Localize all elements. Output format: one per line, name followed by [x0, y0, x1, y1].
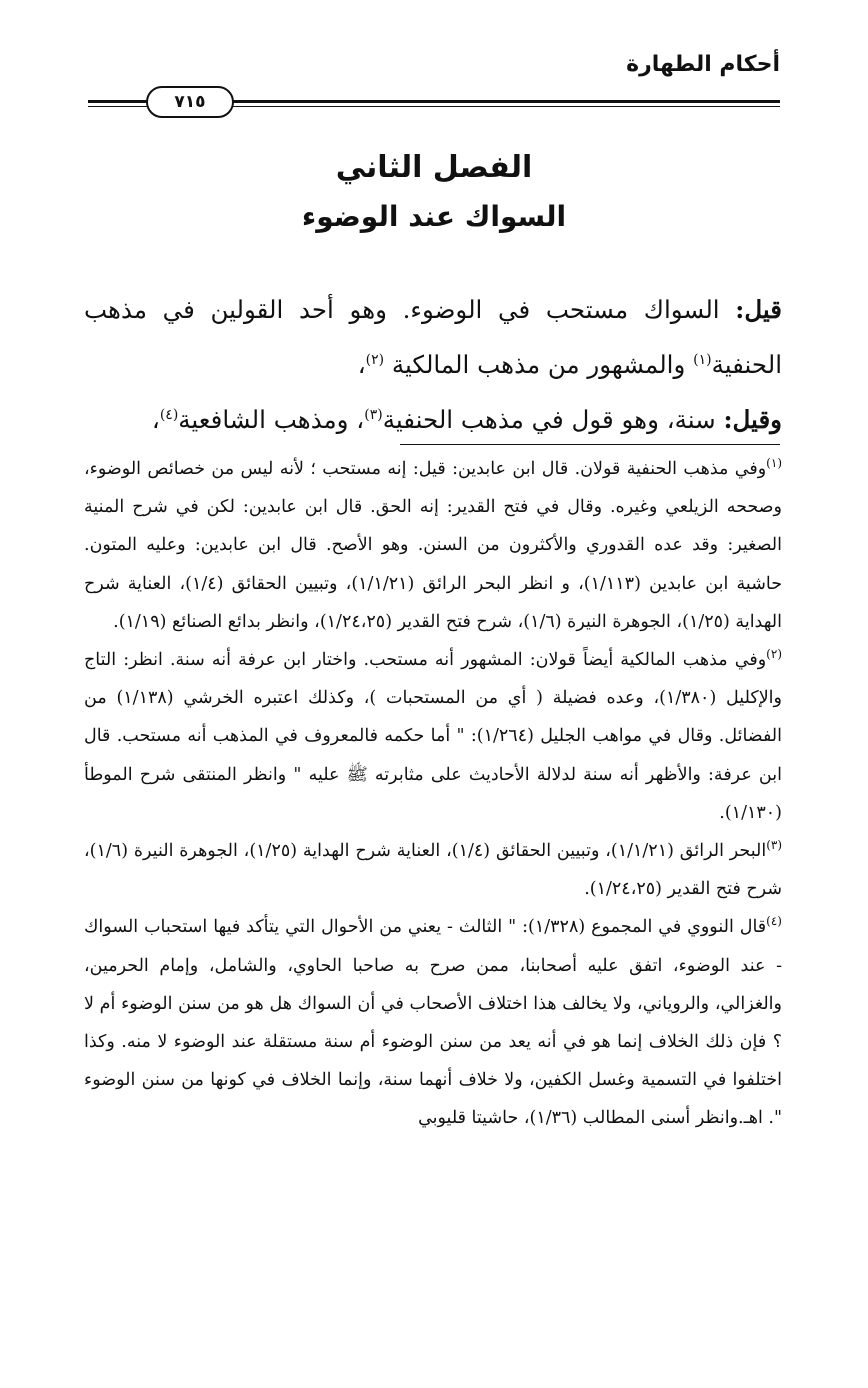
footnotes — [84, 450, 782, 1138]
body-paragraph — [84, 392, 782, 447]
paragraph-lead: قيل: — [735, 295, 782, 324]
footnote — [84, 450, 782, 641]
footnote — [84, 908, 782, 1137]
paragraph-text: ، — [357, 350, 366, 379]
body-paragraph — [84, 282, 782, 392]
footnote-text: قال النووي في المجموع (١/٣٢٨): " الثالث - يعني من الأحوال التي يتأكد فيها استحباب السواك - عند الوضوء، اتفق عليه أصحابنا، ممن صرح به صاحبا الحاوي، والشامل، وإمام الحرمين، والغزالي، والروياني، ولا يخالف هذا اختلاف الأصحاب في أن السواك هل هو من سنن الوضوء أم لا ؟ فإن ذلك الخلاف إنما هو في أنه يعد من سنن الوضوء أم سنة مستقلة عند الوضوء لا منه. وكذا اختلفوا في التسمية وغسل الكفين، ولا خلاف أنهما سنة، وإنما الخلاف في كونها من سنن الوضوء ". اهـ.وانظر أسنى المطالب (١/٣٦)، حاشيتا قليوبي — [84, 917, 782, 1129]
paragraph-text: السواك مستحب في الوضوء. وهو أحد القولين في مذهب الحنفية — [84, 295, 782, 379]
footnote-text: وفي مذهب المالكية أيضاً قولان: المشهور أنه مستحب. واختار ابن عرفة أنه سنة. انظر: التاج والإكليل (١/٣٨٠)، وعده فضيلة ( أي من المستحبات )، وكذلك اعتبره الخرشي (١/١٣٨) من الفضائل. وقال في مواهب الجليل (١/٢٦٤): " أما حكمه فالمعروف في المذهب أنه مستحب. قال ابن عرفة: والأظهر أنه سنة لدلالة الأحاديث على مثابرته ﷺ عليه " وانظر المنتقى شرح الموطأ (١/١٣٠). — [84, 650, 782, 823]
paragraph-text: سنة، وهو قول في مذهب الحنفية — [382, 405, 724, 434]
footnote-ref: (٤) — [159, 406, 179, 423]
chapter-title: الفصل الثاني — [335, 150, 533, 185]
footnote-number: (٤) — [766, 914, 782, 929]
footnote-text: البحر الرائق (١/١/٢١)، وتبيين الحقائق (١/٤)، العناية شرح الهداية (١/٢٥)، الجوهرة النيرة (١/٦)، شرح فتح القدير (١/٢٤،٢٥). — [84, 841, 782, 900]
running-title: أحكام الطهارة — [626, 52, 780, 77]
paragraph-text: ، ومذهب الشافعية — [178, 405, 365, 434]
section-title: السواك عند الوضوء — [301, 200, 567, 233]
footnote-number: (١) — [766, 456, 782, 471]
footnote-text: وفي مذهب الحنفية قولان. قال ابن عابدين: قيل: إنه مستحب ؛ لأنه ليس من خصائص الوضوء، وصححه الزيلعي وغيره. وقال في فتح القدير: إنه الحق. قال ابن عابدين: لكن في شرح المنية الصغير: وقد عده القدوري والأكثرون من السنن. وهو الأصح. قال ابن عابدين: وعليه المتون. حاشية ابن عابدين (١/١١٣)، و انظر البحر الرائق (١/١/٢١)، وتبيين الحقائق (١/٤)، العناية شرح الهداية (١/٢٥)، الجوهرة النيرة (١/٦)، شرح فتح القدير (١/٢٤،٢٥)، وانظر بدائع الصنائع (١/١٩). — [84, 459, 783, 632]
footnote-ref: (٣) — [364, 406, 383, 423]
paragraph-text: والمشهور من مذهب المالكية — [384, 350, 694, 379]
paragraph-lead: وقيل: — [723, 405, 782, 434]
footnote — [84, 832, 782, 908]
page-number: ٧١٥ — [146, 86, 234, 118]
footnote-ref: (٢) — [365, 351, 385, 368]
footnote-number: (٢) — [766, 647, 782, 662]
footnote-separator — [400, 444, 780, 445]
footnote-ref: (١) — [693, 351, 712, 368]
footnote — [84, 641, 782, 832]
paragraph-text: ، — [151, 405, 160, 434]
body-text — [84, 282, 782, 447]
footnote-number: (٣) — [766, 838, 783, 853]
